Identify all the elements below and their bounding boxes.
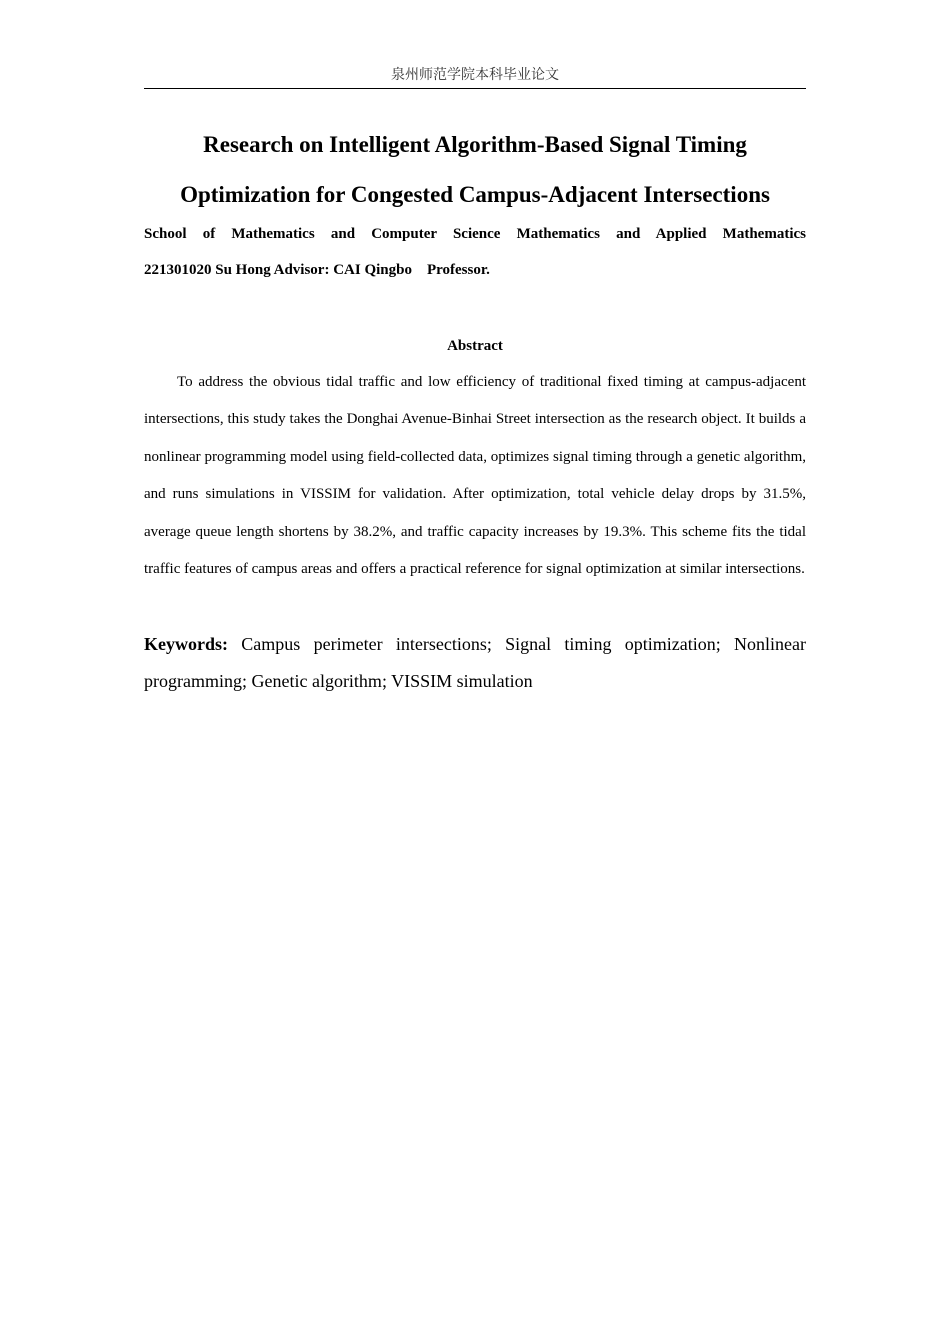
title-line-1: Research on Intelligent Algorithm-Based Signal Timing xyxy=(203,132,747,157)
paper-title xyxy=(144,120,806,220)
school-major-line: School of Mathematics and Computer Science Mathematics and Applied Mathematics xyxy=(144,226,806,242)
author-info xyxy=(144,216,806,288)
abstract-body: To address the obvious tidal traffic and low efficiency of traditional fixed timing at campus-adjacent intersections, this study takes the Donghai Avenue-Binhai Street intersection as the research object. It builds a nonlinear programming model using field-collected data, optimizes signal timing through a genetic algorithm, and runs simulations in VISSIM for validation. After optimization, total vehicle delay drops by 31.5%, average queue length shortens by 38.2%, and traffic capacity increases by 19.3%. This scheme fits the tidal traffic features of campus areas and offers a practical reference for signal optimization at similar intersections. xyxy=(144,374,806,578)
page-header xyxy=(144,66,806,89)
title-line-2: Optimization for Congested Campus-Adjacent Intersections xyxy=(180,182,770,207)
header-text: 泉州师范学院本科毕业论文 xyxy=(391,68,559,83)
student-advisor-line: 221301020 Su Hong Advisor: CAI Qingbo Professor. xyxy=(144,262,490,278)
abstract-heading: Abstract xyxy=(447,338,503,354)
keywords-paragraph xyxy=(144,626,806,700)
keywords-label: Keywords: xyxy=(144,634,228,654)
keywords-text: Campus perimeter intersections; Signal timing optimization; Nonlinear programming; Genetic algorithm; VISSIM simulation xyxy=(144,634,806,691)
